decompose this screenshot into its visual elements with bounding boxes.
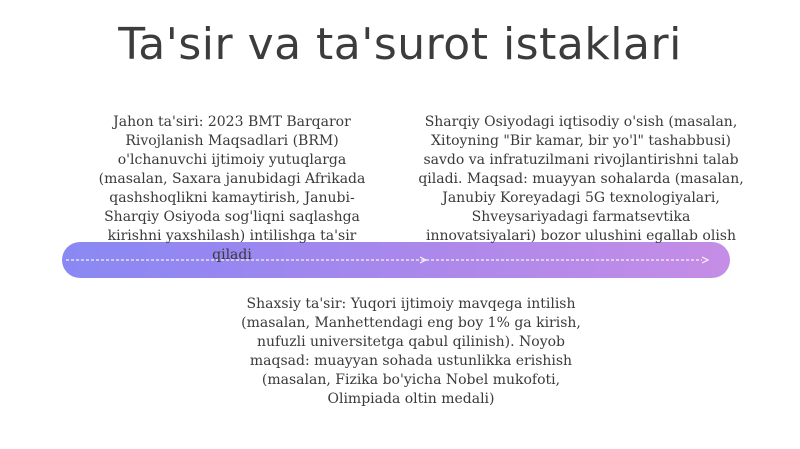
impact-item-personal: Shaxsiy ta'sir: Yuqori ijtimoiy mavqega intilish (masalan, Manhettendagi eng boy 1% ga kirish, nufuzli universitetga qabul qilinish). Noyob maqsad: muayyan sohada ustunlikka erishish (masalan, Fizika bo'yicha Nobel mukofoti, Olimpiada oltin medali) (241, 296, 581, 407)
impact-item-global: Jahon ta'siri: 2023 BMT Barqaror Rivojlanish Maqsadlari (BRM) o'lchanuvchi ijtimoiy yutuqlarga (masalan, Saxara janubidagi Afrikada qashshoqlikni kamaytirish, Janubi-Sharqiy Osiyoda sog'liqni saqlashga kirishni yaxshilash) intilishga ta'sir qiladi (98, 114, 366, 263)
impact-item-economic: Sharqiy Osiyodagi iqtisodiy o'sish (masalan, Xitoyning "Bir kamar, bir yo'l" tashabbusi) savdo va infratuzilmani rivojlantirishni talab qiladi. Maqsad: muayyan sohalarda (masalan, Janubiy Koreyadagi 5G texnologiyalari, Shveysariyadagi farmatsevtika innovatsiyalari) bozor ulushini egallab olish (418, 114, 744, 244)
page-title: Ta'sir va ta'surot istaklari (118, 19, 682, 70)
